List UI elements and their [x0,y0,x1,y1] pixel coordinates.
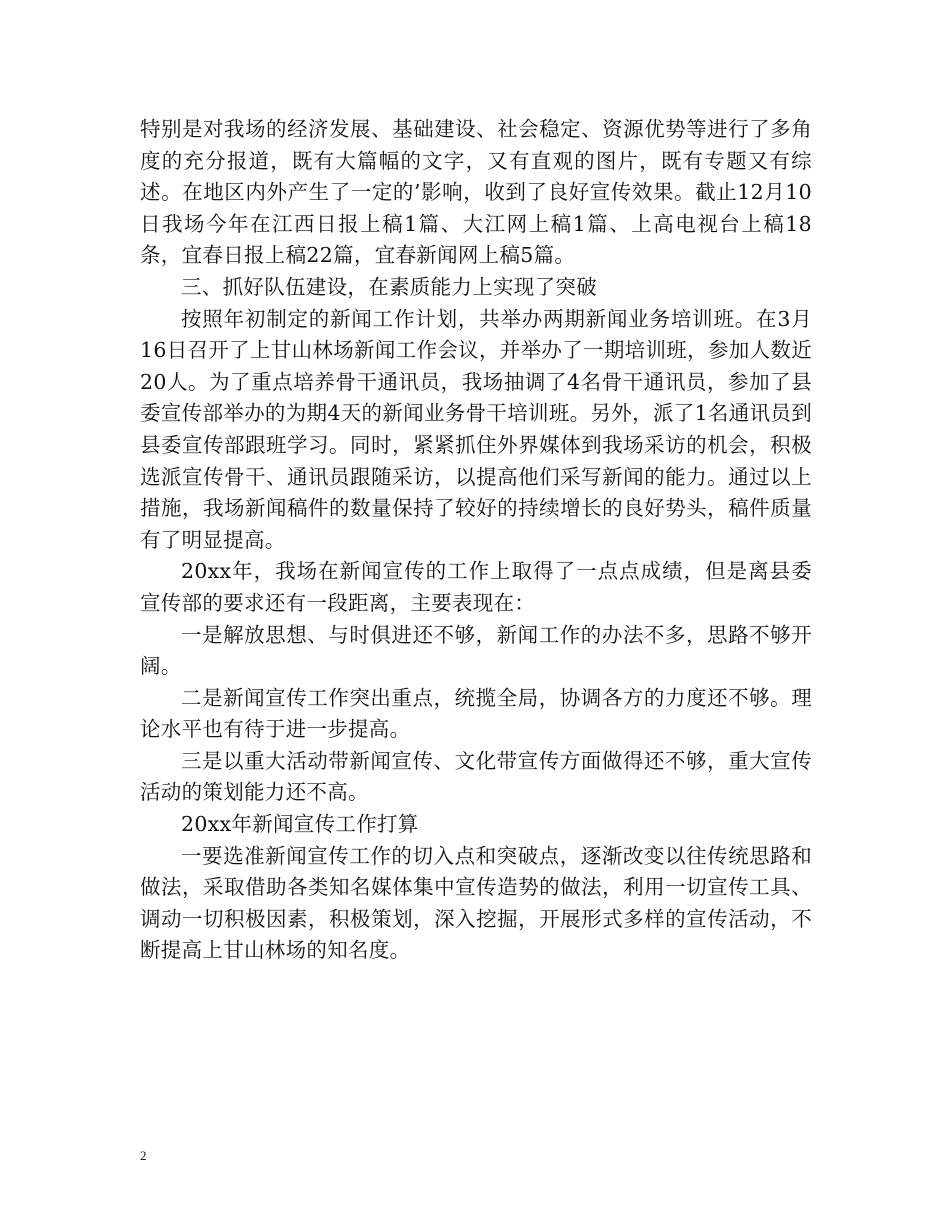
paragraph-shortcoming-two: 二是新闻宣传工作突出重点，统揽全局，协调各方的力度还不够。理论水平也有待于进一步提高。 [140,685,812,742]
paragraph-shortcoming-three: 三是以重大活动带新闻宣传、文化带宣传方面做得还不够，重大宣传活动的策划能力还不高。 [140,748,812,805]
paragraph-continued-report: 特别是对我场的经济发展、基础建设、社会稳定、资源优势等进行了多角度的充分报道，既有大篇幅的文字，又有直观的图片，既有专题又有综述。在地区内外产生了一定的’影响，收到了良好宣传效果。截止12月10日我场今年在江西日报上稿1篇、大江网上稿1篇、上高电视台上稿18条，宜春日报上稿22篇，宜春新闻网上稿5篇。 [140,117,812,268]
paragraph-training: 按照年初制定的新闻工作计划，共举办两期新闻业务培训班。在3月16日召开了上甘山林场新闻工作会议，并举办了一期培训班，参加人数近20人。为了重点培养骨干通讯员，我场抽调了4名骨干通讯员，参加了县委宣传部举办的为期4天的新闻业务骨干培训班。另外，派了1名通讯员到县委宣传部跟班学习。同时，紧紧抓住外界媒体到我场采访的机会，积极选派宣传骨干、通讯员跟随采访，以提高他们采写新闻的能力。通过以上措施，我场新闻稿件的数量保持了较好的持续增长的良好势头，稿件质量有了明显提高。 [140,306,812,552]
paragraph-shortcoming-one: 一是解放思想、与时俱进还不够，新闻工作的办法不多，思路不够开阔。 [140,622,812,679]
paragraph-shortcomings-intro: 20xx年，我场在新闻宣传的工作上取得了一点点成绩，但是离县委宣传部的要求还有一段距离，主要表现在： [140,559,812,615]
section-heading-work-plan: 20xx年新闻宣传工作打算 [181,812,419,837]
page-number: 2 [140,1148,147,1163]
section-heading-team-building: 三、抓好队伍建设，在素质能力上实现了突破 [181,274,597,299]
paragraph-plan-one: 一要选准新闻宣传工作的切入点和突破点，逐渐改变以往传统思路和做法，采取借助各类知名媒体集中宣传造势的做法，利用一切宣传工具、调动一切积极因素，积极策划，深入挖掘，开展形式多样的宣传活动，不断提高上甘山林场的知名度。 [140,843,812,963]
document-body [140,114,812,967]
